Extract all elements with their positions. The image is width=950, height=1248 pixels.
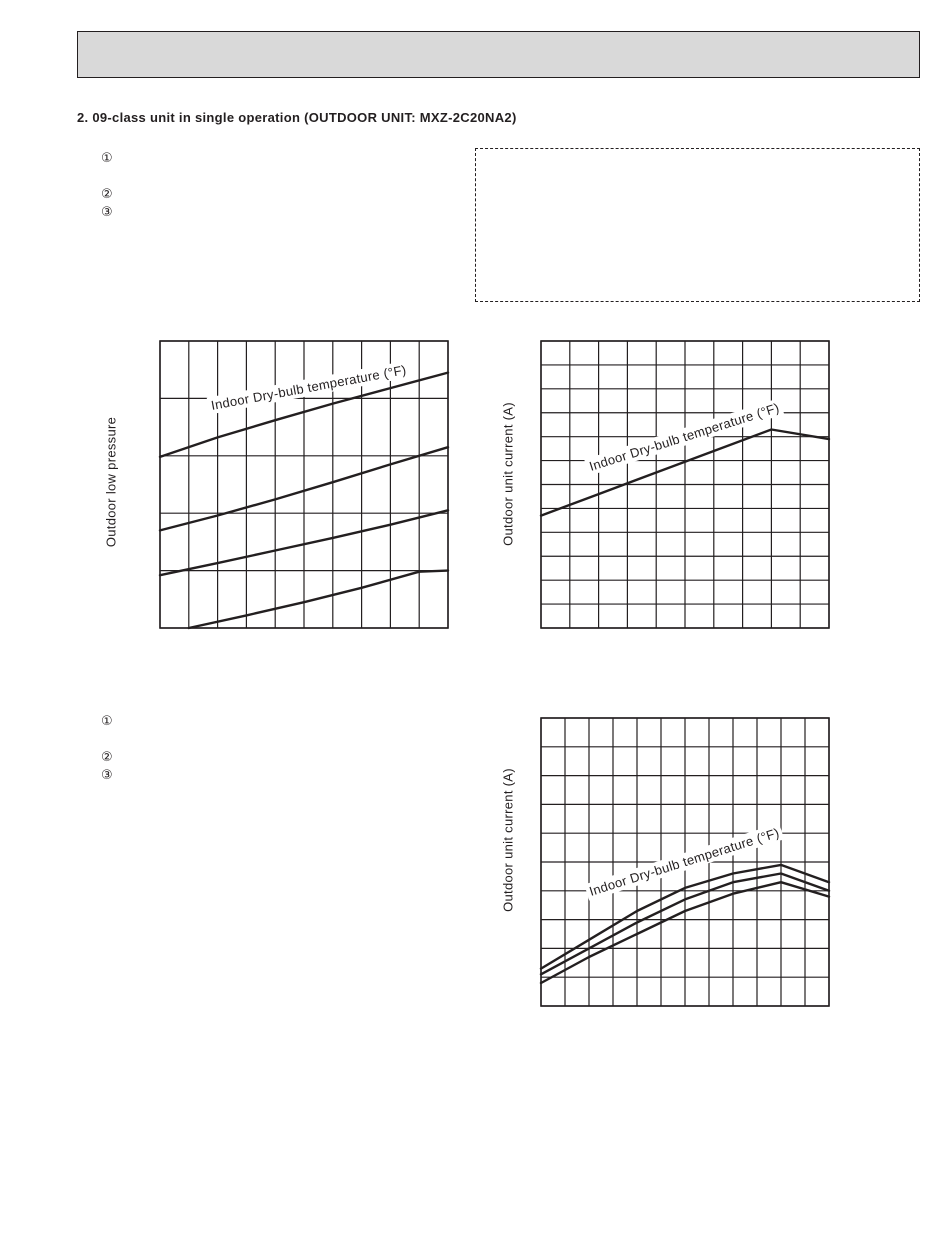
chart1-annotation: Indoor Dry-bulb temperature (°F): [209, 362, 408, 413]
chart1-series-line-4: [189, 571, 448, 628]
chart3-ylabel: Outdoor unit current (A): [500, 768, 516, 912]
chart2-ylabel: Outdoor unit current (A): [500, 402, 516, 546]
header-bar: [77, 31, 920, 78]
chart2-annotation: Indoor Dry-bulb temperature (°F): [587, 399, 782, 474]
chart3-annotation: Indoor Dry-bulb temperature (°F): [587, 824, 782, 899]
marker-3-bottom: ③: [101, 768, 113, 783]
chart-unit-current-top: [541, 341, 829, 628]
marker-2-top: ②: [101, 187, 113, 202]
marker-1-bottom: ①: [101, 714, 113, 729]
chart-unit-current-bottom: [541, 718, 829, 1006]
notes-box: [475, 148, 920, 302]
marker-3-top: ③: [101, 205, 113, 220]
marker-2-bottom: ②: [101, 750, 113, 765]
marker-1-top: ①: [101, 151, 113, 166]
chart1-ylabel: Outdoor low pressure: [103, 416, 119, 548]
section-title: 2. 09-class unit in single operation (OUTDOOR UNIT: MXZ-2C20NA2): [77, 110, 517, 125]
chart-low-pressure: [160, 341, 448, 628]
